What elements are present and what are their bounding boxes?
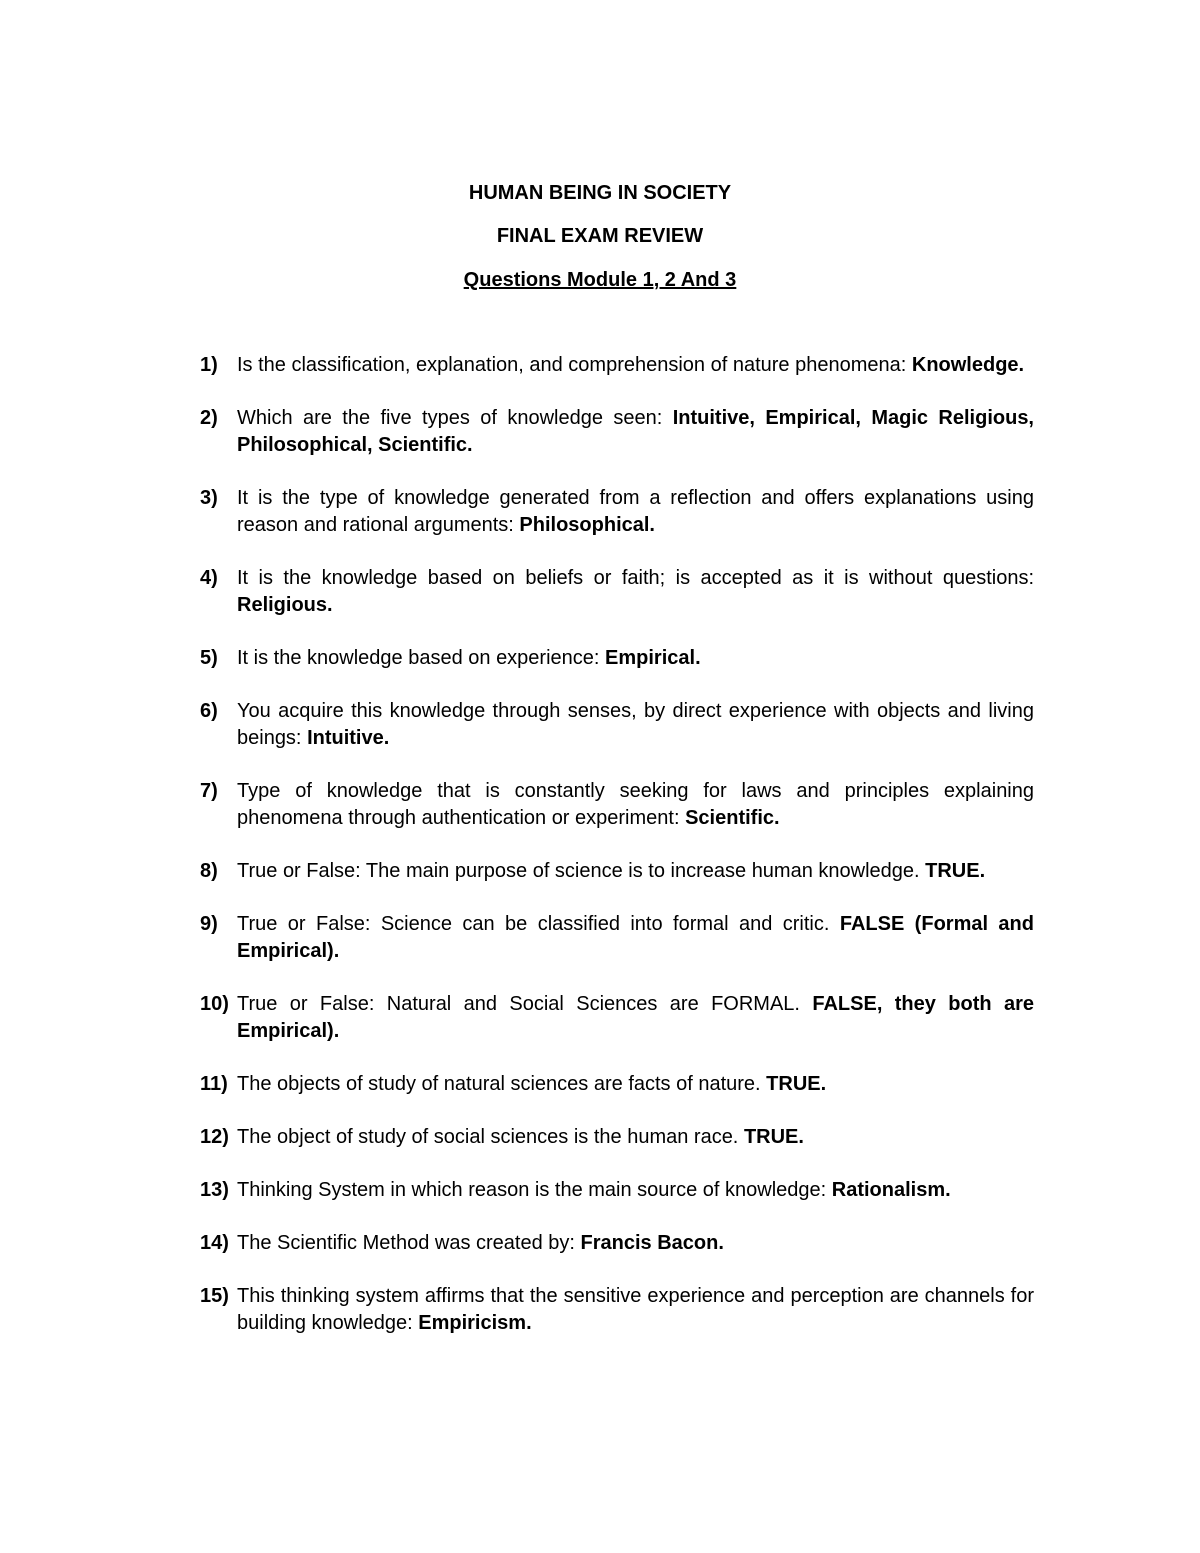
question-number: 10) bbox=[200, 993, 229, 1015]
question-number: 7) bbox=[200, 780, 218, 802]
question-answer: Empiricism. bbox=[418, 1312, 532, 1334]
question-answer: Intuitive, Empirical, Magic Religious, Philosophical, Scientific. bbox=[237, 407, 1034, 456]
question-answer: Rationalism. bbox=[831, 1179, 951, 1201]
question-item bbox=[200, 1071, 1034, 1098]
document-subtitle: FINAL EXAM REVIEW bbox=[496, 225, 704, 247]
question-number: 5) bbox=[200, 647, 218, 669]
question-answer: TRUE. bbox=[925, 860, 986, 882]
question-item bbox=[200, 858, 1034, 885]
question-number: 1) bbox=[200, 354, 218, 376]
question-number: 12) bbox=[200, 1126, 229, 1148]
question-answer: Philosophical. bbox=[519, 514, 655, 536]
question-text: True or False: Science can be classified into formal and critic. bbox=[237, 913, 840, 935]
question-text: True or False: Natural and Social Sciences are FORMAL. bbox=[237, 993, 813, 1015]
question-answer: Knowledge. bbox=[911, 354, 1025, 376]
question-text: The object of study of social sciences is the human race. bbox=[237, 1126, 744, 1148]
question-number: 9) bbox=[200, 913, 218, 935]
question-number: 15) bbox=[200, 1285, 229, 1307]
question-number: 3) bbox=[200, 487, 218, 509]
question-item bbox=[200, 1177, 1034, 1204]
question-answer: FALSE, they both are Empirical). bbox=[237, 993, 1034, 1042]
question-item bbox=[200, 1230, 1034, 1257]
question-text: It is the knowledge based on beliefs or faith; is accepted as it is without questions: bbox=[237, 567, 1034, 589]
question-item bbox=[200, 911, 1034, 965]
question-list bbox=[200, 352, 1034, 1363]
question-number: 11) bbox=[200, 1073, 228, 1095]
question-item bbox=[200, 778, 1034, 832]
question-item bbox=[200, 645, 1034, 672]
question-item bbox=[200, 405, 1034, 459]
question-text: The objects of study of natural sciences are facts of nature. bbox=[237, 1073, 767, 1095]
question-answer: Empirical. bbox=[605, 647, 701, 669]
question-item bbox=[200, 991, 1034, 1045]
question-item bbox=[200, 1124, 1034, 1151]
question-item bbox=[200, 565, 1034, 619]
question-answer: Scientific. bbox=[685, 807, 780, 829]
question-text: Which are the five types of knowledge seen: bbox=[237, 407, 673, 429]
question-item bbox=[200, 1283, 1034, 1337]
document-title: HUMAN BEING IN SOCIETY bbox=[468, 182, 732, 204]
question-text: Type of knowledge that is constantly seeking for laws and principles explaining phenomena through authentication or experiment: bbox=[237, 780, 1034, 829]
question-number: 6) bbox=[200, 700, 218, 722]
question-number: 8) bbox=[200, 860, 218, 882]
question-number: 4) bbox=[200, 567, 218, 589]
question-answer: TRUE. bbox=[766, 1073, 827, 1095]
question-number: 13) bbox=[200, 1179, 229, 1201]
question-answer: TRUE. bbox=[743, 1126, 804, 1148]
question-text: You acquire this knowledge through senses, by direct experience with objects and living beings: bbox=[237, 700, 1034, 749]
question-answer: Religious. bbox=[237, 594, 333, 616]
question-answer: Francis Bacon. bbox=[580, 1232, 724, 1254]
question-number: 2) bbox=[200, 407, 218, 429]
question-text: The Scientific Method was created by: bbox=[237, 1232, 581, 1254]
question-text: True or False: The main purpose of science is to increase human knowledge. bbox=[237, 860, 926, 882]
question-answer: FALSE (Formal and Empirical). bbox=[237, 913, 1034, 962]
question-text: Is the classification, explanation, and comprehension of nature phenomena: bbox=[237, 354, 912, 376]
section-heading: Questions Module 1, 2 And 3 bbox=[463, 269, 737, 291]
question-item bbox=[200, 485, 1034, 539]
question-text: It is the type of knowledge generated from a reflection and offers explanations using reason and rational arguments: bbox=[237, 487, 1034, 536]
question-text: It is the knowledge based on experience: bbox=[237, 647, 606, 669]
question-text: Thinking System in which reason is the main source of knowledge: bbox=[237, 1179, 832, 1201]
question-number: 14) bbox=[200, 1232, 229, 1254]
question-answer: Intuitive. bbox=[307, 727, 390, 749]
question-item bbox=[200, 698, 1034, 752]
question-text: This thinking system affirms that the sensitive experience and perception are channels for building knowledge: bbox=[237, 1285, 1034, 1334]
question-item bbox=[200, 352, 1034, 379]
